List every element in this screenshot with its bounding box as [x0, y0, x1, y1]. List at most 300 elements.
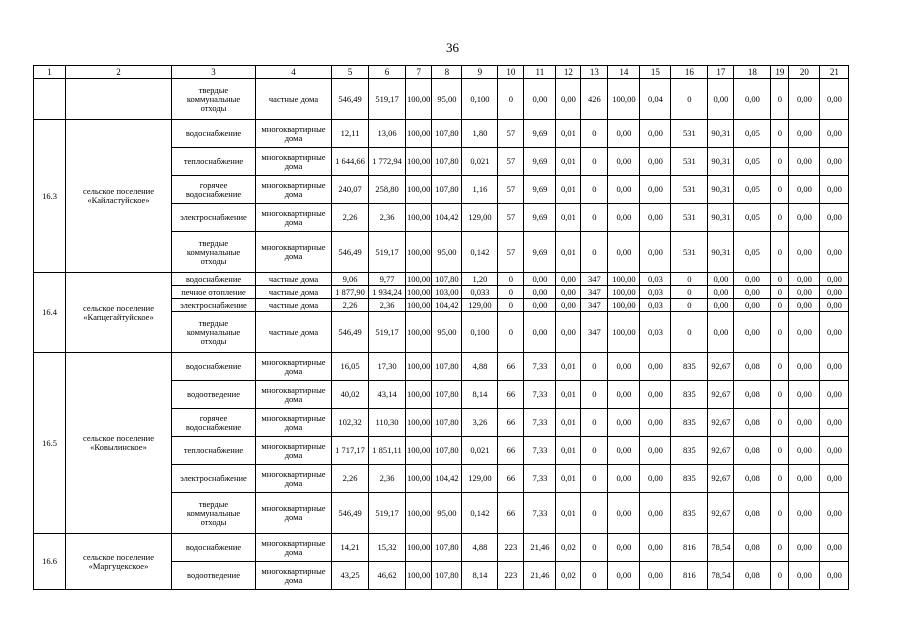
value-cell: 100,00 [406, 534, 432, 562]
column-header: 16 [671, 66, 708, 79]
value-cell: 0 [581, 493, 608, 534]
value-cell: 0 [581, 353, 608, 381]
value-cell: 103,00 [432, 286, 462, 299]
value-cell: 0,00 [789, 232, 820, 273]
column-header: 2 [66, 66, 172, 79]
value-cell: 0 [771, 79, 789, 120]
column-header: 18 [734, 66, 771, 79]
value-cell: 0,00 [789, 79, 820, 120]
value-cell: 0,00 [820, 381, 849, 409]
value-cell: 546,49 [332, 79, 369, 120]
value-cell: 1 717,17 [332, 437, 369, 465]
value-cell: 0,08 [734, 353, 771, 381]
value-cell: 90,31 [708, 232, 734, 273]
value-cell: 0,00 [640, 232, 671, 273]
value-cell: 0,00 [640, 493, 671, 534]
value-cell: 0,100 [462, 312, 498, 353]
value-cell: 57 [498, 204, 524, 232]
value-cell: 0,00 [608, 353, 640, 381]
value-cell: 0 [771, 299, 789, 312]
value-cell: 0,00 [608, 148, 640, 176]
value-cell: 100,00 [406, 562, 432, 590]
housing-type: частные дома [256, 79, 332, 120]
value-cell: 110,30 [369, 409, 406, 437]
value-cell: 100,00 [406, 409, 432, 437]
value-cell: 0,021 [462, 437, 498, 465]
service-type: электроснабжение [172, 465, 256, 493]
service-type: твердые коммунальные отходы [172, 312, 256, 353]
value-cell: 100,00 [608, 312, 640, 353]
value-cell: 519,17 [369, 79, 406, 120]
value-cell: 0 [771, 562, 789, 590]
column-header: 15 [640, 66, 671, 79]
value-cell: 1,80 [462, 120, 498, 148]
value-cell: 0,021 [462, 148, 498, 176]
service-type: горячее водоснабжение [172, 176, 256, 204]
value-cell: 347 [581, 299, 608, 312]
value-cell: 1 934,24 [369, 286, 406, 299]
value-cell: 100,00 [406, 148, 432, 176]
value-cell: 8,14 [462, 562, 498, 590]
housing-type: многоквартирные дома [256, 120, 332, 148]
value-cell: 0,00 [708, 79, 734, 120]
value-cell: 7,33 [524, 437, 556, 465]
value-cell: 0,00 [640, 381, 671, 409]
value-cell: 0,00 [556, 299, 581, 312]
column-header: 11 [524, 66, 556, 79]
value-cell: 2,36 [369, 204, 406, 232]
value-cell: 0,00 [820, 534, 849, 562]
value-cell: 100,00 [406, 353, 432, 381]
value-cell: 347 [581, 312, 608, 353]
value-cell: 95,00 [432, 493, 462, 534]
housing-type: частные дома [256, 286, 332, 299]
value-cell: 0,00 [608, 204, 640, 232]
value-cell: 835 [671, 493, 708, 534]
value-cell: 0,00 [789, 273, 820, 286]
column-header: 1 [34, 66, 66, 79]
value-cell: 66 [498, 437, 524, 465]
value-cell: 0 [671, 286, 708, 299]
table-row [34, 273, 849, 286]
value-cell: 0 [671, 312, 708, 353]
value-cell: 0 [498, 273, 524, 286]
value-cell: 835 [671, 409, 708, 437]
service-type: водоотведение [172, 562, 256, 590]
value-cell: 0,00 [789, 148, 820, 176]
service-type: печное отопление [172, 286, 256, 299]
settlement-name: сельское поселение «Маргуцекское» [66, 534, 172, 590]
value-cell: 347 [581, 286, 608, 299]
value-cell: 0,00 [789, 493, 820, 534]
housing-type: многоквартирные дома [256, 148, 332, 176]
value-cell: 0,00 [640, 534, 671, 562]
value-cell: 0,00 [789, 562, 820, 590]
value-cell: 0,00 [789, 204, 820, 232]
value-cell: 15,32 [369, 534, 406, 562]
value-cell: 0,00 [789, 409, 820, 437]
section-number: 16.6 [34, 534, 66, 590]
value-cell: 0,00 [556, 273, 581, 286]
value-cell: 66 [498, 381, 524, 409]
value-cell: 100,00 [608, 273, 640, 286]
housing-type: многоквартирные дома [256, 534, 332, 562]
value-cell: 90,31 [708, 176, 734, 204]
value-cell: 2,26 [332, 465, 369, 493]
value-cell: 0 [771, 232, 789, 273]
value-cell: 0,00 [640, 562, 671, 590]
value-cell: 1 851,11 [369, 437, 406, 465]
value-cell: 0 [581, 409, 608, 437]
value-cell: 0,00 [640, 204, 671, 232]
value-cell: 1 772,94 [369, 148, 406, 176]
column-header: 21 [820, 66, 849, 79]
value-cell: 92,67 [708, 437, 734, 465]
value-cell: 9,69 [524, 148, 556, 176]
value-cell: 0 [671, 299, 708, 312]
settlement-name: сельское поселение «Капцегайтуйское» [66, 273, 172, 353]
value-cell: 0,00 [640, 353, 671, 381]
column-header: 14 [608, 66, 640, 79]
value-cell: 0,08 [734, 493, 771, 534]
value-cell: 13,06 [369, 120, 406, 148]
value-cell: 107,80 [432, 120, 462, 148]
value-cell: 0,03 [640, 286, 671, 299]
value-cell: 0,00 [789, 353, 820, 381]
value-cell: 0,01 [556, 409, 581, 437]
value-cell: 0 [771, 204, 789, 232]
value-cell: 0,00 [789, 286, 820, 299]
value-cell: 0,00 [608, 120, 640, 148]
column-header: 10 [498, 66, 524, 79]
value-cell: 66 [498, 493, 524, 534]
value-cell: 0 [771, 353, 789, 381]
settlement-name: сельское поселение «Ковылинское» [66, 353, 172, 534]
value-cell: 46,62 [369, 562, 406, 590]
value-cell: 0,00 [556, 312, 581, 353]
value-cell: 0 [581, 381, 608, 409]
value-cell: 0,00 [524, 312, 556, 353]
value-cell: 102,32 [332, 409, 369, 437]
value-cell: 0,00 [789, 381, 820, 409]
value-cell: 100,00 [406, 176, 432, 204]
value-cell: 0,00 [524, 299, 556, 312]
value-cell: 100,00 [608, 79, 640, 120]
value-cell: 107,80 [432, 562, 462, 590]
value-cell: 0,01 [556, 493, 581, 534]
section-number: 16.5 [34, 353, 66, 534]
value-cell: 78,54 [708, 562, 734, 590]
value-cell: 0,00 [789, 465, 820, 493]
value-cell: 100,00 [608, 299, 640, 312]
value-cell: 0,01 [556, 148, 581, 176]
housing-type: многоквартирные дома [256, 204, 332, 232]
section-number: 16.4 [34, 273, 66, 353]
value-cell: 8,14 [462, 381, 498, 409]
value-cell: 92,67 [708, 409, 734, 437]
value-cell: 0,142 [462, 493, 498, 534]
value-cell: 57 [498, 120, 524, 148]
value-cell: 0,01 [556, 232, 581, 273]
service-type: горячее водоснабжение [172, 409, 256, 437]
value-cell: 519,17 [369, 312, 406, 353]
value-cell: 2,36 [369, 465, 406, 493]
value-cell: 835 [671, 353, 708, 381]
table-row [34, 534, 849, 562]
service-type: теплоснабжение [172, 437, 256, 465]
value-cell: 0 [581, 534, 608, 562]
value-cell: 129,00 [462, 299, 498, 312]
column-header: 4 [256, 66, 332, 79]
housing-type: частные дома [256, 299, 332, 312]
value-cell: 129,00 [462, 204, 498, 232]
value-cell: 0 [581, 437, 608, 465]
value-cell: 0,00 [708, 312, 734, 353]
value-cell: 92,67 [708, 465, 734, 493]
value-cell: 0 [771, 273, 789, 286]
value-cell: 0 [581, 204, 608, 232]
value-cell: 9,69 [524, 176, 556, 204]
value-cell: 7,33 [524, 381, 556, 409]
value-cell: 2,26 [332, 299, 369, 312]
value-cell: 43,14 [369, 381, 406, 409]
column-header: 7 [406, 66, 432, 79]
value-cell: 7,33 [524, 465, 556, 493]
value-cell: 0,08 [734, 465, 771, 493]
value-cell: 0 [581, 120, 608, 148]
value-cell: 78,54 [708, 534, 734, 562]
value-cell: 0,00 [608, 176, 640, 204]
value-cell: 223 [498, 534, 524, 562]
value-cell: 9,77 [369, 273, 406, 286]
value-cell: 0,01 [556, 437, 581, 465]
value-cell: 0,00 [524, 273, 556, 286]
value-cell: 0,03 [640, 312, 671, 353]
value-cell: 0,033 [462, 286, 498, 299]
value-cell: 0,00 [640, 148, 671, 176]
value-cell: 347 [581, 273, 608, 286]
housing-type: многоквартирные дома [256, 493, 332, 534]
value-cell: 90,31 [708, 148, 734, 176]
value-cell: 9,69 [524, 232, 556, 273]
value-cell: 0,00 [608, 465, 640, 493]
value-cell: 107,80 [432, 534, 462, 562]
value-cell: 0,00 [640, 409, 671, 437]
value-cell: 100,00 [406, 232, 432, 273]
value-cell: 40,02 [332, 381, 369, 409]
value-cell: 104,42 [432, 204, 462, 232]
value-cell: 7,33 [524, 353, 556, 381]
value-cell: 0,00 [789, 312, 820, 353]
value-cell: 0 [581, 148, 608, 176]
settlement-name [66, 79, 172, 120]
value-cell: 0,00 [608, 381, 640, 409]
value-cell: 0,00 [708, 273, 734, 286]
value-cell: 4,88 [462, 534, 498, 562]
service-type: электроснабжение [172, 299, 256, 312]
value-cell: 519,17 [369, 232, 406, 273]
value-cell: 0 [771, 176, 789, 204]
service-type: электроснабжение [172, 204, 256, 232]
header-row [34, 66, 849, 79]
value-cell: 0,00 [524, 79, 556, 120]
value-cell: 0 [498, 79, 524, 120]
value-cell: 0 [498, 312, 524, 353]
value-cell: 66 [498, 353, 524, 381]
value-cell: 100,00 [406, 381, 432, 409]
value-cell: 107,80 [432, 353, 462, 381]
housing-type: многоквартирные дома [256, 381, 332, 409]
value-cell: 0,00 [734, 79, 771, 120]
section-number [34, 79, 66, 120]
value-cell: 0 [581, 232, 608, 273]
value-cell: 4,88 [462, 353, 498, 381]
value-cell: 0,00 [608, 493, 640, 534]
value-cell: 0,08 [734, 562, 771, 590]
value-cell: 240,07 [332, 176, 369, 204]
value-cell: 531 [671, 232, 708, 273]
value-cell: 0,00 [640, 465, 671, 493]
value-cell: 0 [771, 148, 789, 176]
value-cell: 2,26 [332, 204, 369, 232]
value-cell: 21,46 [524, 534, 556, 562]
value-cell: 0,00 [608, 534, 640, 562]
service-type: твердые коммунальные отходы [172, 232, 256, 273]
value-cell: 100,00 [406, 437, 432, 465]
value-cell: 7,33 [524, 493, 556, 534]
value-cell: 0 [771, 409, 789, 437]
column-header: 13 [581, 66, 608, 79]
value-cell: 0,00 [820, 465, 849, 493]
value-cell: 0,05 [734, 176, 771, 204]
table-row [34, 120, 849, 148]
value-cell: 0 [771, 534, 789, 562]
value-cell: 0,00 [708, 286, 734, 299]
value-cell: 0,08 [734, 409, 771, 437]
value-cell: 1 877,90 [332, 286, 369, 299]
value-cell: 0,00 [820, 120, 849, 148]
value-cell: 835 [671, 437, 708, 465]
housing-type: многоквартирные дома [256, 437, 332, 465]
value-cell: 0,00 [820, 273, 849, 286]
value-cell: 0,00 [820, 79, 849, 120]
value-cell: 0,00 [640, 176, 671, 204]
value-cell: 0,00 [608, 562, 640, 590]
value-cell: 0,01 [556, 381, 581, 409]
value-cell: 0,01 [556, 353, 581, 381]
value-cell: 223 [498, 562, 524, 590]
value-cell: 90,31 [708, 204, 734, 232]
value-cell: 0,00 [820, 176, 849, 204]
value-cell: 0 [771, 465, 789, 493]
value-cell: 0,04 [640, 79, 671, 120]
value-cell: 104,42 [432, 299, 462, 312]
value-cell: 21,46 [524, 562, 556, 590]
value-cell: 3,26 [462, 409, 498, 437]
value-cell: 100,00 [406, 465, 432, 493]
housing-type: многоквартирные дома [256, 353, 332, 381]
value-cell: 14,21 [332, 534, 369, 562]
value-cell: 0,00 [820, 493, 849, 534]
value-cell: 66 [498, 409, 524, 437]
value-cell: 0,00 [556, 79, 581, 120]
service-type: водоснабжение [172, 273, 256, 286]
value-cell: 104,42 [432, 465, 462, 493]
value-cell: 0,01 [556, 176, 581, 204]
value-cell: 531 [671, 176, 708, 204]
value-cell: 0,00 [789, 120, 820, 148]
value-cell: 0,00 [820, 148, 849, 176]
value-cell: 0 [771, 286, 789, 299]
value-cell: 531 [671, 148, 708, 176]
value-cell: 9,06 [332, 273, 369, 286]
value-cell: 0 [498, 286, 524, 299]
value-cell: 0,00 [789, 176, 820, 204]
service-type: твердые коммунальные отходы [172, 79, 256, 120]
service-type: водоснабжение [172, 534, 256, 562]
column-header: 12 [556, 66, 581, 79]
value-cell: 0,02 [556, 534, 581, 562]
value-cell: 0 [671, 273, 708, 286]
column-header: 6 [369, 66, 406, 79]
value-cell: 95,00 [432, 79, 462, 120]
column-header: 9 [462, 66, 498, 79]
value-cell: 9,69 [524, 204, 556, 232]
value-cell: 92,67 [708, 493, 734, 534]
value-cell: 531 [671, 120, 708, 148]
value-cell: 0,08 [734, 437, 771, 465]
value-cell: 0,00 [608, 437, 640, 465]
value-cell: 0,00 [789, 299, 820, 312]
value-cell: 16,05 [332, 353, 369, 381]
value-cell: 107,80 [432, 437, 462, 465]
value-cell: 0 [771, 493, 789, 534]
value-cell: 90,31 [708, 120, 734, 148]
value-cell: 107,80 [432, 273, 462, 286]
value-cell: 0,00 [789, 437, 820, 465]
value-cell: 546,49 [332, 232, 369, 273]
value-cell: 0,03 [640, 299, 671, 312]
value-cell: 0 [581, 176, 608, 204]
table-row [34, 353, 849, 381]
value-cell: 0,00 [608, 409, 640, 437]
value-cell: 92,67 [708, 353, 734, 381]
service-type: водоснабжение [172, 120, 256, 148]
column-header: 3 [172, 66, 256, 79]
value-cell: 1,20 [462, 273, 498, 286]
value-cell: 0,100 [462, 79, 498, 120]
housing-type: многоквартирные дома [256, 562, 332, 590]
column-header: 20 [789, 66, 820, 79]
value-cell: 0,00 [734, 299, 771, 312]
value-cell: 816 [671, 562, 708, 590]
value-cell: 0,00 [708, 299, 734, 312]
housing-type: многоквартирные дома [256, 409, 332, 437]
value-cell: 0,00 [820, 353, 849, 381]
tariff-table [33, 65, 849, 590]
value-cell: 519,17 [369, 493, 406, 534]
value-cell: 1 644,66 [332, 148, 369, 176]
value-cell: 0 [581, 465, 608, 493]
value-cell: 0 [771, 437, 789, 465]
service-type: водоотведение [172, 381, 256, 409]
column-header: 17 [708, 66, 734, 79]
value-cell: 0,00 [640, 437, 671, 465]
value-cell: 0,00 [608, 232, 640, 273]
value-cell: 0,00 [556, 286, 581, 299]
value-cell: 9,69 [524, 120, 556, 148]
value-cell: 0 [771, 120, 789, 148]
